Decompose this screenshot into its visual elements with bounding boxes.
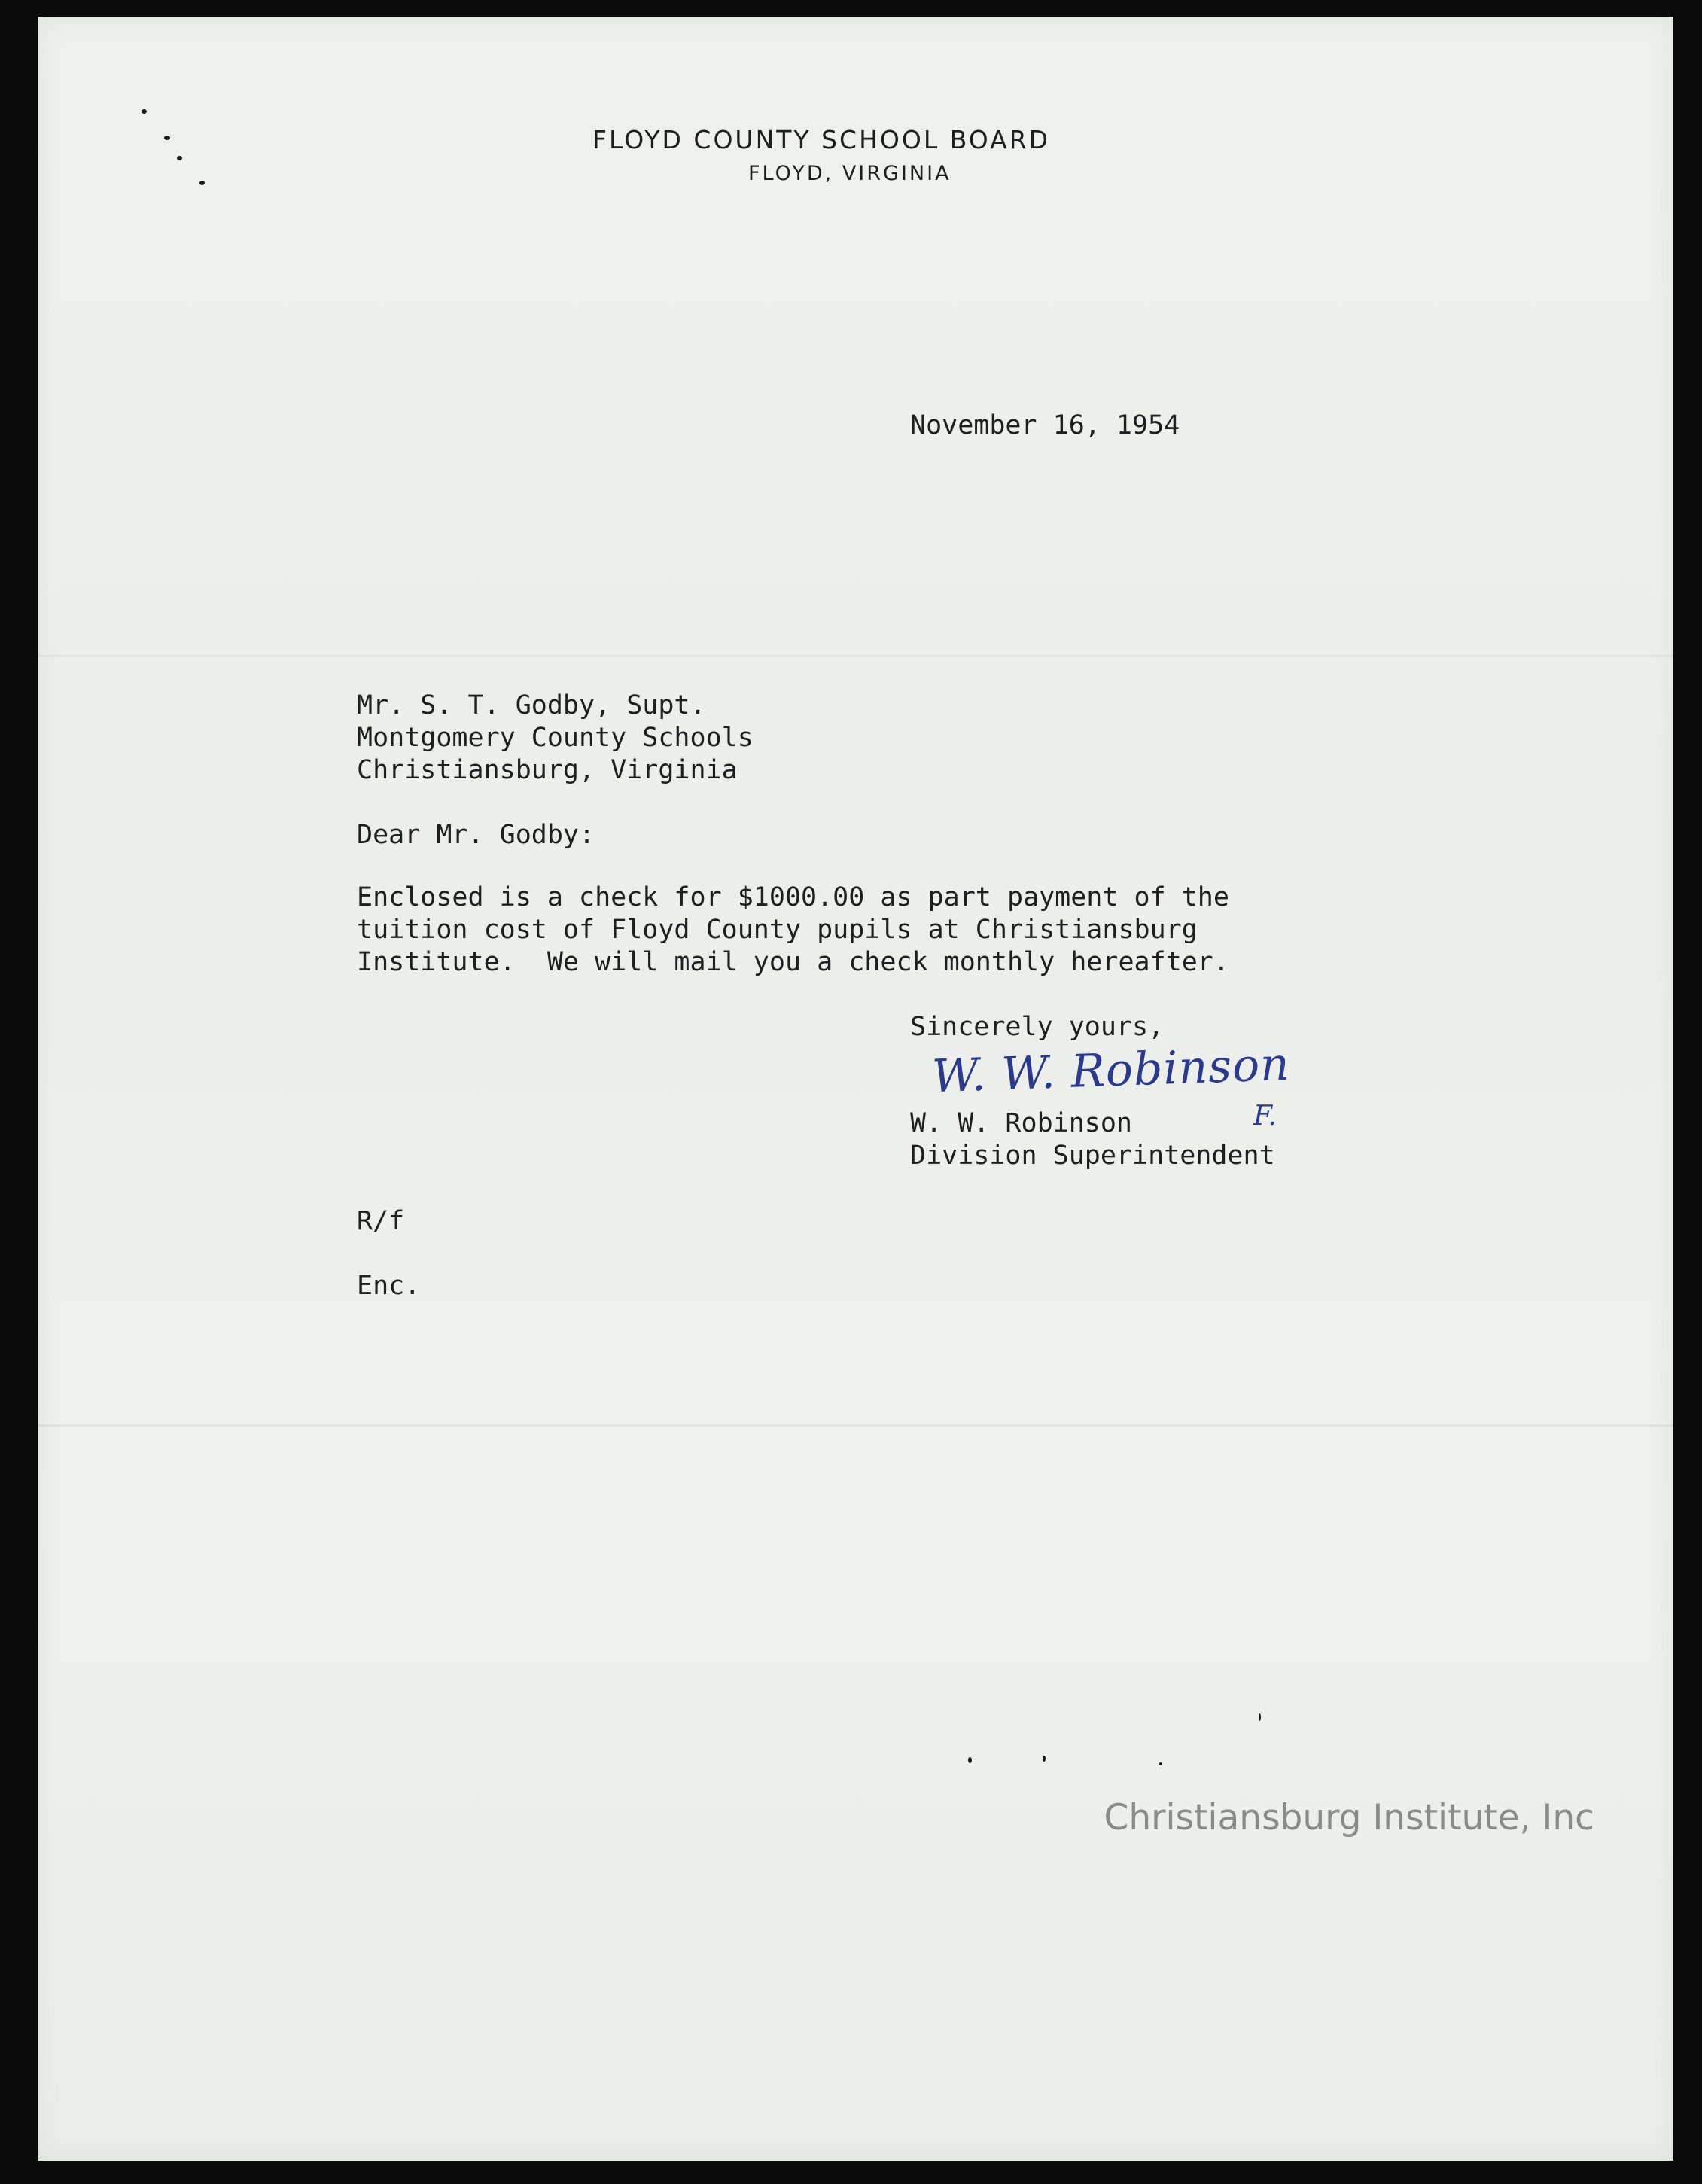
letter-page (38, 17, 1673, 2161)
punch-mark (142, 109, 147, 114)
letterhead-place: FLOYD, VIRGINIA (748, 162, 951, 185)
reference-initials: R/f (357, 1206, 405, 1236)
watermark: Christiansburg Institute, Inc (1104, 1797, 1594, 1838)
letter-date: November 16, 1954 (910, 410, 1180, 440)
recipient-line-2: Montgomery County Schools (357, 723, 754, 753)
body-line-1: Enclosed is a check for $1000.00 as part payment of the (357, 882, 1229, 912)
handwritten-initial: F. (1253, 1101, 1277, 1132)
recipient-line-3: Christiansburg, Virginia (357, 755, 738, 785)
fold-line (38, 655, 1673, 657)
ink-speck (1043, 1756, 1046, 1762)
body-line-3: Institute. We will mail you a check monthly hereafter. (357, 947, 1229, 977)
enclosure-note: Enc. (357, 1271, 421, 1301)
letterhead-name: FLOYD COUNTY SCHOOL BOARD (592, 125, 1051, 154)
fold-line (38, 1424, 1673, 1427)
ink-speck (1259, 1713, 1261, 1721)
signer-name: W. W. Robinson (910, 1108, 1133, 1138)
body-line-2: tuition cost of Floyd County pupils at Christiansburg (357, 915, 1198, 945)
recipient-line-1: Mr. S. T. Godby, Supt. (357, 690, 706, 720)
signer-title: Division Superintendent (910, 1141, 1275, 1171)
punch-mark (177, 156, 182, 160)
handwritten-signature: W. W. Robinson (930, 1037, 1291, 1104)
salutation: Dear Mr. Godby: (357, 820, 595, 850)
closing: Sincerely yours, (910, 1012, 1165, 1042)
ink-speck (1159, 1762, 1162, 1765)
ink-speck (968, 1757, 972, 1763)
